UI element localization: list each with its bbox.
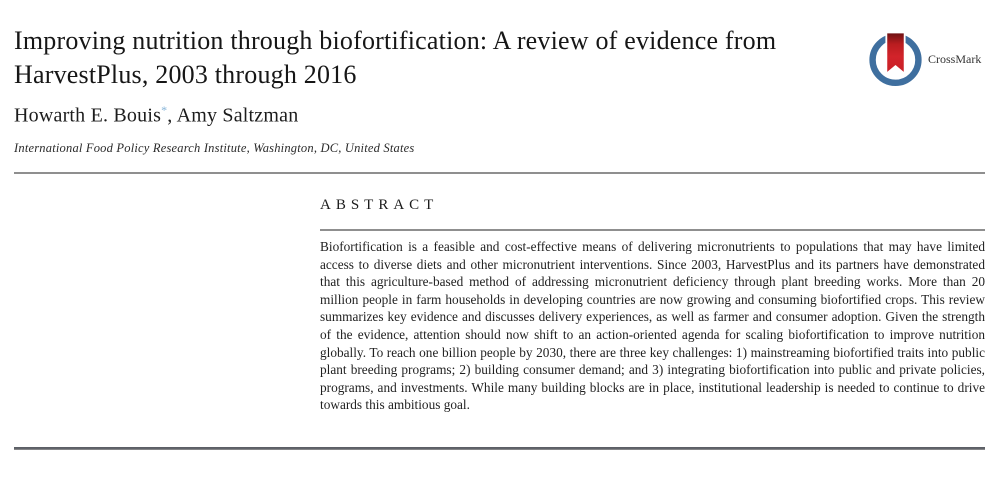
author-line (14, 103, 298, 128)
affiliation-line: International Food Policy Research Institute, Washington, DC, United States (14, 141, 415, 155)
corresponding-author-asterisk[interactable]: * (161, 103, 168, 117)
author-name-primary: Howarth E. Bouis (14, 104, 162, 127)
abstract-section (320, 197, 985, 414)
abstract-heading: ABSTRACT (320, 197, 439, 213)
abstract-divider-rule (320, 229, 985, 231)
crossmark-label: CrossMark (928, 51, 982, 66)
crossmark-bookmark-icon (868, 31, 923, 87)
article-title: Improving nutrition through biofortification: A review of evidence from HarvestPlus, 2003 through 2016 (14, 26, 777, 89)
header-divider-rule (14, 172, 985, 174)
footer-divider-rule (14, 447, 985, 450)
crossmark-badge[interactable] (868, 31, 981, 87)
abstract-text: Biofortification is a feasible and cost-effective means of delivering micronutrients to populations that may have limited access to diverse diets and other micronutrient interventions. Since 2003, HarvestPlus and its partners have demonstrated that this agriculture-based method of addressing micronutrient deficiency through plant breeding works. More than 20 million people in farm households in developing countries are now growing and consuming biofortified crops. This review summarizes key evidence and discusses delivery experiences, as well as farmer and consumer adoption. Given the strength of the evidence, attention should now shift to an action-oriented agenda for scaling biofortification to improve nutrition globally. To reach one billion people by 2030, there are three key challenges: 1) mainstreaming biofortified traits into public plant breeding programs; 2) building consumer demand; and 3) integrating biofortification into public and private policies, programs, and investments. While many building blocks are in place, institutional leadership is needed to continue to drive towards this ambitious goal. (320, 239, 985, 413)
author-name-rest: , Amy Saltzman (167, 104, 299, 127)
